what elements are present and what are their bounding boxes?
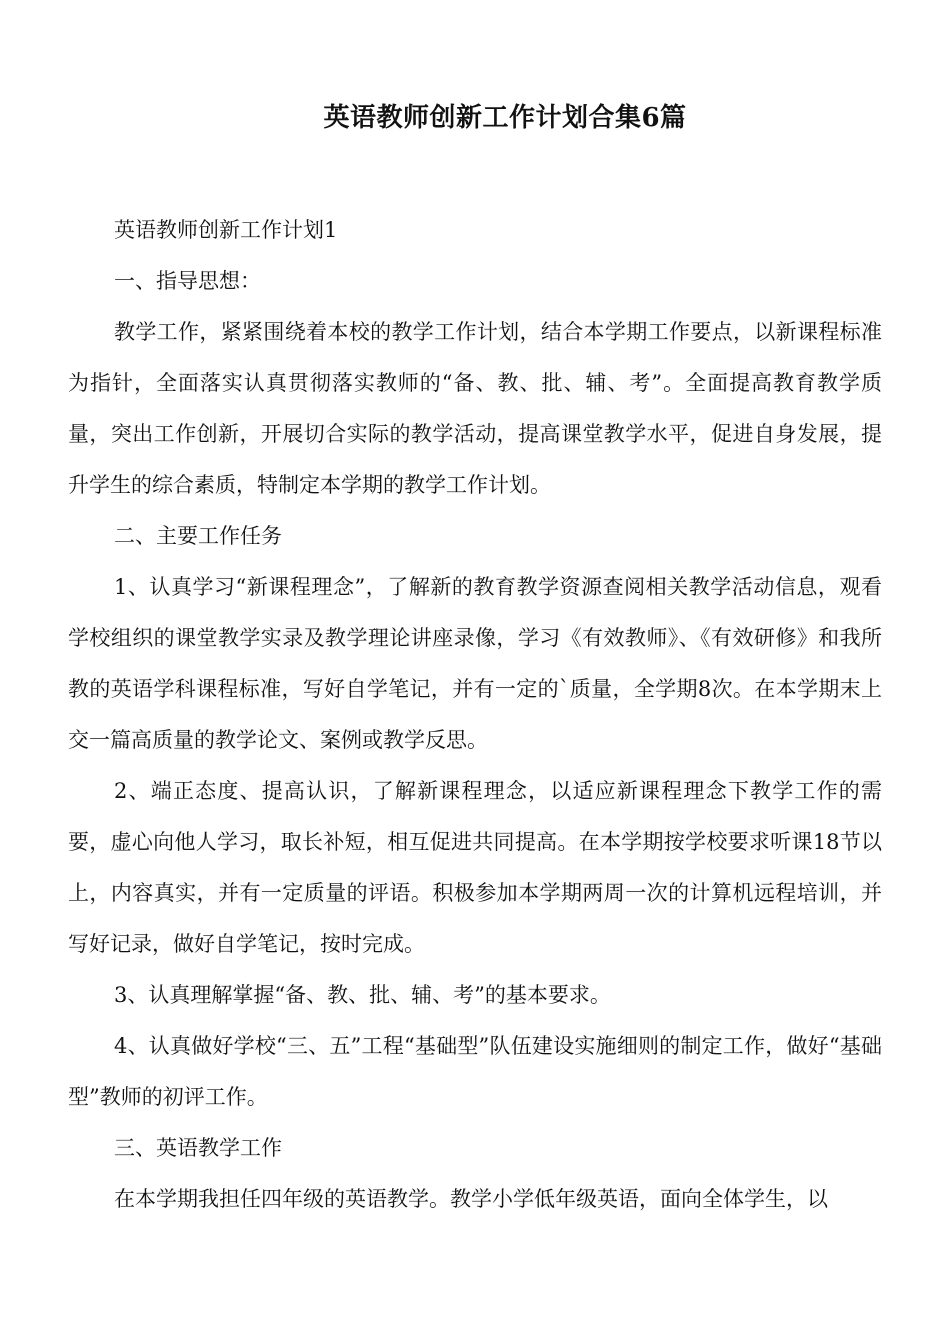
document-body bbox=[68, 205, 882, 1225]
section-heading-guiding-thought: 一、指导思想： bbox=[114, 269, 261, 293]
section-heading-english-teaching: 三、英语教学工作 bbox=[114, 1136, 282, 1160]
paragraph-task-1: 1、认真学习“新课程理念”，了解新的教育教学资源查阅相关教学活动信息，观看学校组织的课堂教学实录及教学理论讲座录像，学习《有效教师》、《有效研修》和我所教的英语学科课程标准，写好自学笔记，并有一定的`质量，全学期8次。在本学期末上交一篇高质量的教学论文、案例或教学反思。 bbox=[68, 575, 882, 752]
paragraph-english-teaching: 在本学期我担任四年级的英语教学。教学小学低年级英语，面向全体学生，以 bbox=[114, 1187, 828, 1211]
section-heading-plan-1: 英语教师创新工作计划1 bbox=[114, 218, 338, 242]
paragraph-task-3: 3、认真理解掌握“备、教、批、辅、考”的基本要求。 bbox=[114, 983, 611, 1007]
paragraph-task-4: 4、认真做好学校“三、五”工程“基础型”队伍建设实施细则的制定工作，做好“基础型”教师的初评工作。 bbox=[68, 1034, 882, 1109]
paragraph-task-2: 2、端正态度、提高认识，了解新课程理念，以适应新课程理念下教学工作的需要，虚心向他人学习，取长补短，相互促进共同提高。在本学期按学校要求听课18节以上，内容真实，并有一定质量的评语。积极参加本学期两周一次的计算机远程培训，并写好记录，做好自学笔记，按时完成。 bbox=[68, 779, 882, 956]
section-heading-main-tasks: 二、主要工作任务 bbox=[114, 524, 282, 548]
paragraph-guiding-thought: 教学工作，紧紧围绕着本校的教学工作计划，结合本学期工作要点，以新课程标准为指针，全面落实认真贯彻落实教师的“备、教、批、辅、考”。全面提高教育教学质量，突出工作创新，开展切合实际的教学活动，提高课堂教学水平，促进自身发展，提升学生的综合素质，特制定本学期的教学工作计划。 bbox=[68, 320, 882, 497]
document-title: 英语教师创新工作计划合集6篇 bbox=[323, 103, 687, 133]
